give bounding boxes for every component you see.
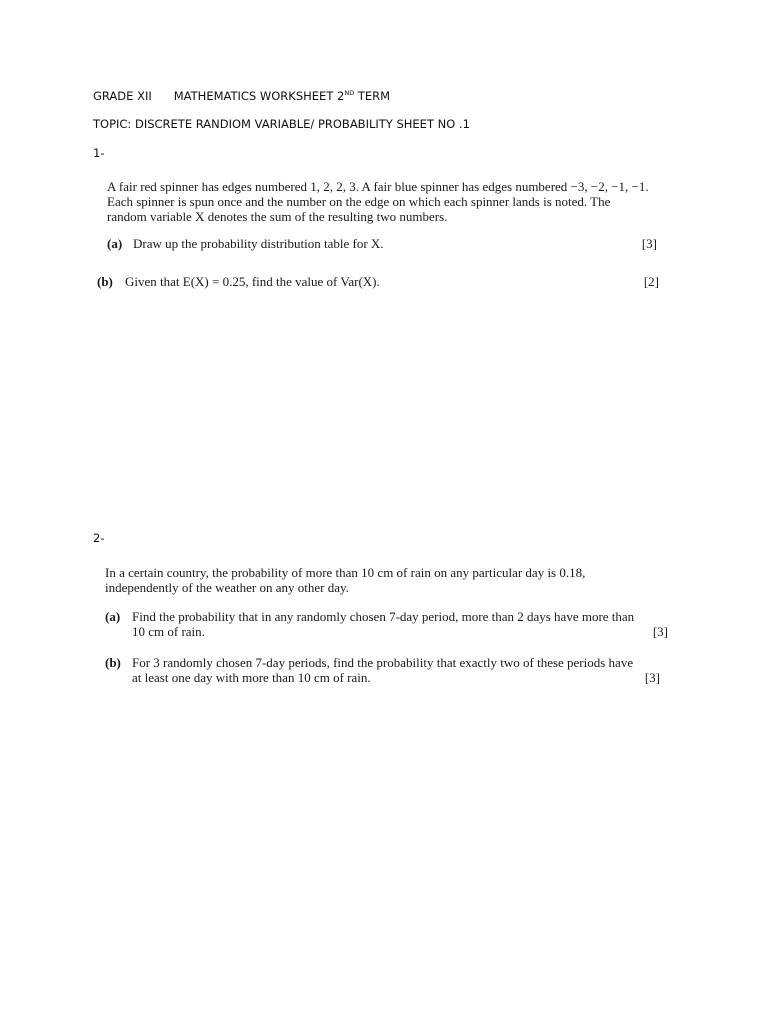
question-1-stem — [107, 179, 659, 224]
part-text — [132, 655, 660, 685]
part-text — [132, 609, 668, 639]
title-superscript: ND — [344, 89, 355, 98]
question-1-part-b — [97, 274, 659, 289]
marks-label: [3] — [652, 624, 668, 639]
question-1-number: 1- — [93, 146, 105, 160]
part-text: Draw up the probability distribution table for X. — [133, 236, 384, 251]
part-label: (a) — [107, 236, 123, 251]
question-2-number: 2- — [93, 531, 105, 545]
part-text-line-with-marks — [132, 670, 660, 685]
marks-label: [3] — [644, 670, 660, 685]
question-1-part-a — [107, 236, 657, 251]
part-text-line: 10 cm of rain. — [132, 624, 205, 639]
part-text-line: For 3 randomly chosen 7-day periods, find the probability that exactly two of these periods have — [132, 655, 634, 670]
question-1-stem-line: random variable X denotes the sum of the resulting two numbers. — [107, 209, 448, 224]
question-2-stem-line: In a certain country, the probability of more than 10 cm of rain on any particular day is 0.18, — [105, 565, 586, 580]
marks-label: [2] — [643, 274, 659, 289]
part-text-line: Find the probability that in any randomly chosen 7-day period, more than 2 days have more than — [132, 609, 635, 624]
part-label: (b) — [105, 655, 121, 670]
worksheet-title-end: TERM — [354, 89, 391, 103]
worksheet-title: MATHEMATICS WORKSHEET 2 — [173, 89, 345, 103]
topic-line: TOPIC: DISCRETE RANDIOM VARIABLE/ PROBABILITY SHEET NO .1 — [93, 117, 470, 131]
grade-label: GRADE XII — [93, 89, 152, 103]
part-label: (b) — [97, 274, 113, 289]
worksheet-header — [93, 89, 390, 103]
question-1-stem-line: Each spinner is spun once and the number on the edge on which each spinner lands is noted. The — [107, 194, 611, 209]
question-1-stem-line: A fair red spinner has edges numbered 1, 2, 2, 3. A fair blue spinner has edges numbered −3, −2, −1, −1. — [107, 179, 649, 194]
question-2-part-a — [105, 609, 668, 639]
question-2-part-b — [105, 655, 660, 685]
part-text: Given that E(X) = 0.25, find the value of Var(X). — [125, 274, 380, 289]
part-label: (a) — [105, 609, 121, 624]
part-text-line: at least one day with more than 10 cm of rain. — [132, 670, 371, 685]
part-text-line-with-marks — [132, 624, 668, 639]
question-2-stem — [105, 565, 667, 595]
marks-label: [3] — [641, 236, 657, 251]
question-2-stem-line: independently of the weather on any other day. — [105, 580, 349, 595]
